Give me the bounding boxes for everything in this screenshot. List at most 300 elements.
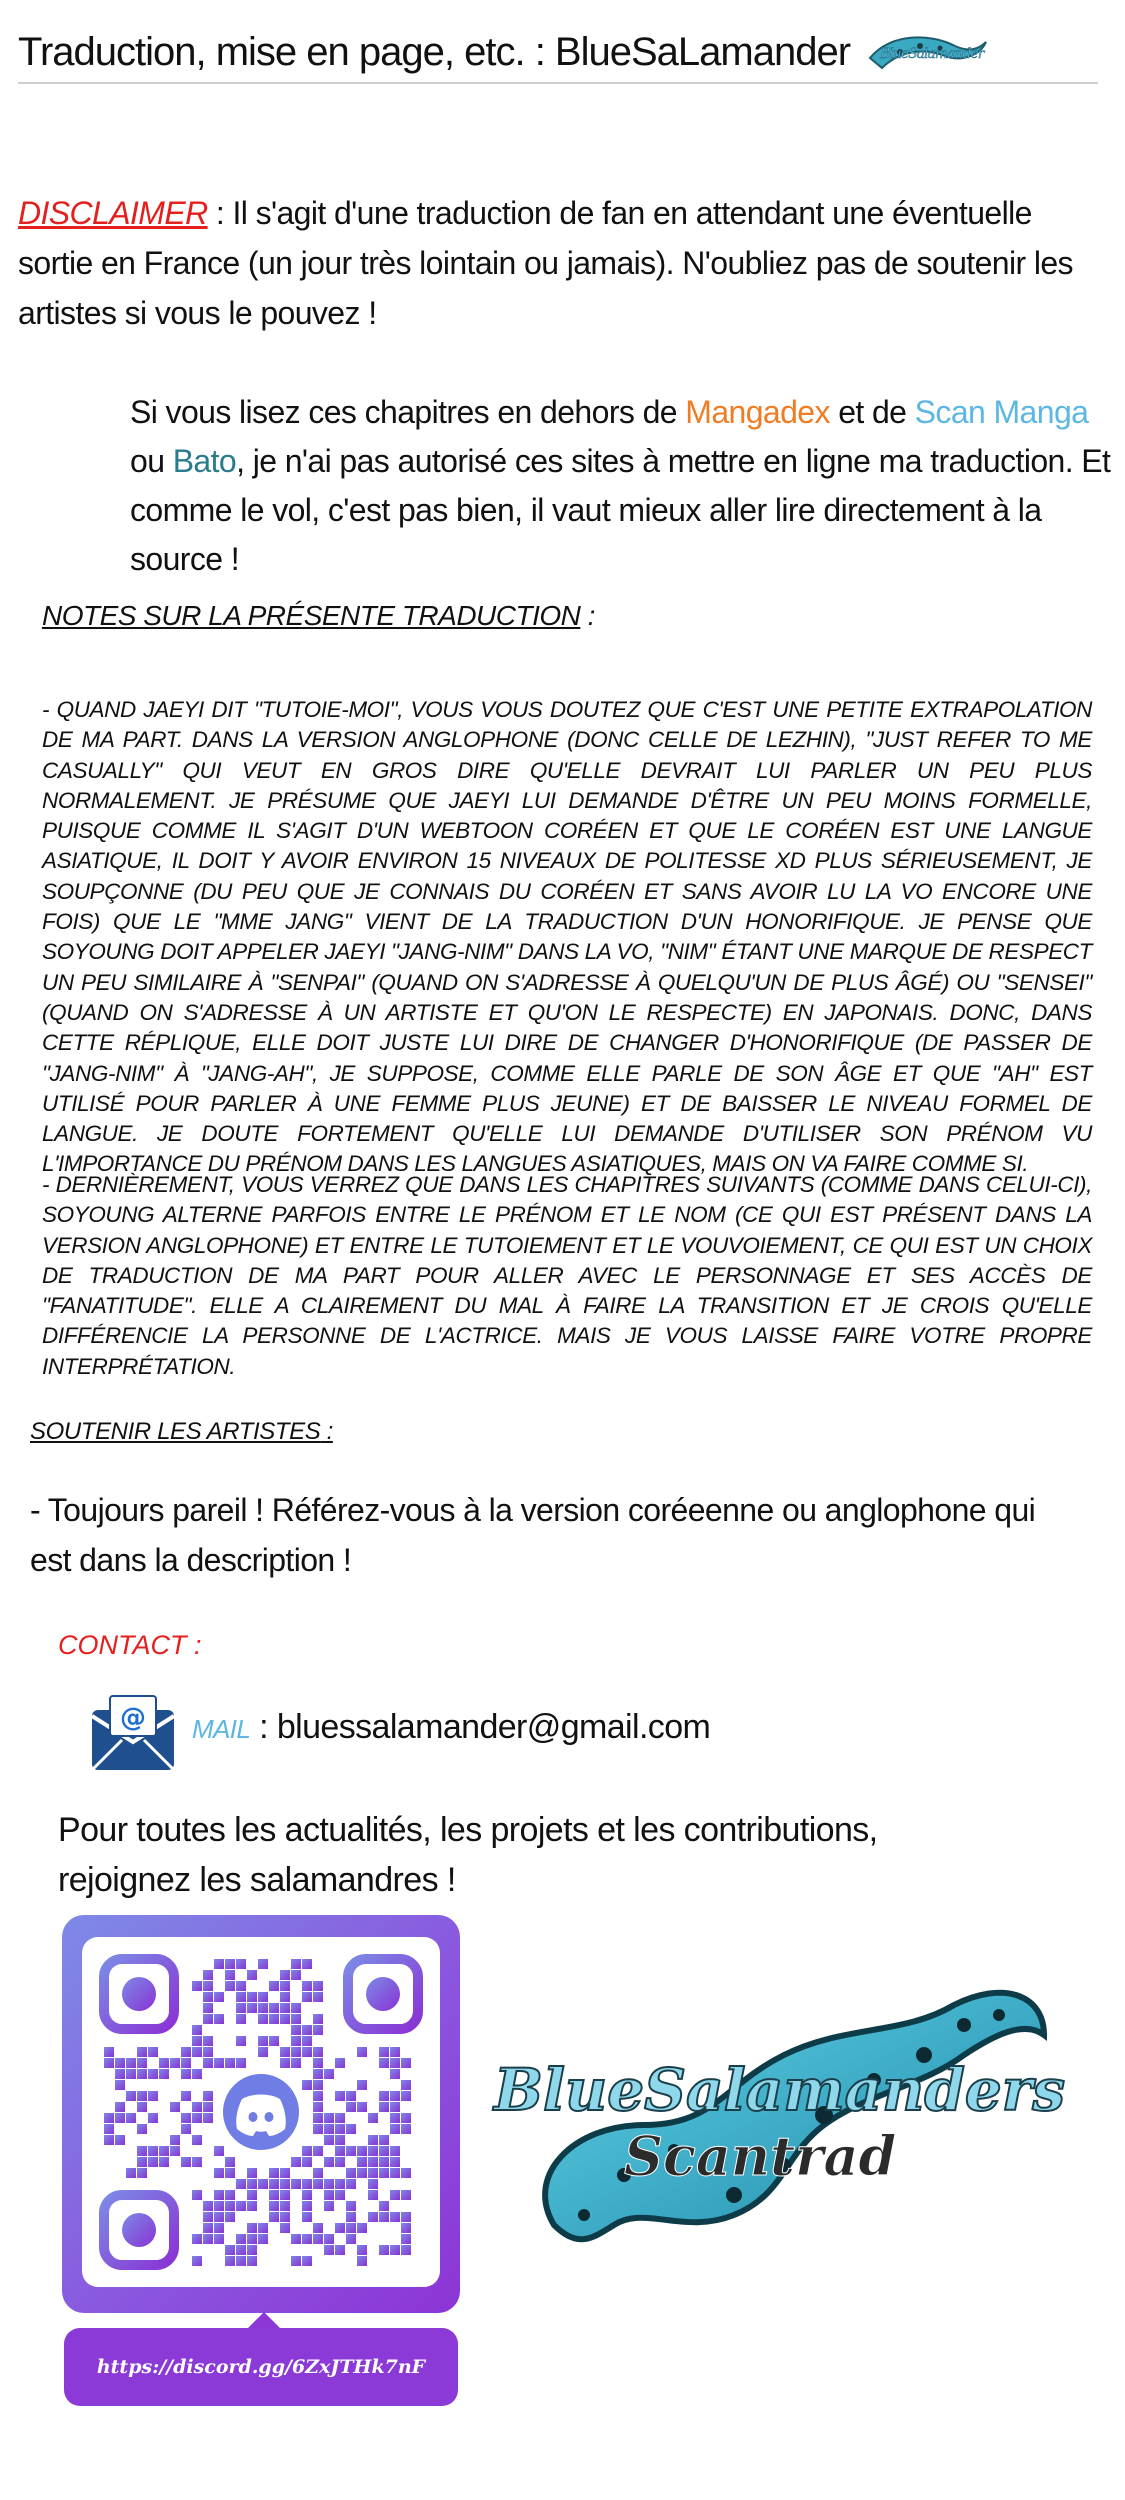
qr-module <box>258 2003 268 2013</box>
qr-module <box>379 2047 389 2057</box>
qr-module <box>368 2190 378 2200</box>
qr-module <box>313 2124 323 2134</box>
qr-module <box>324 2113 334 2123</box>
qr-module <box>280 2047 290 2057</box>
qr-module <box>313 2091 323 2101</box>
qr-module <box>313 2234 323 2244</box>
notes-title <box>42 600 595 632</box>
qr-module <box>324 2157 334 2167</box>
qr-module <box>302 2025 312 2035</box>
qr-module <box>192 2025 202 2035</box>
qr-module <box>225 2168 235 2178</box>
qr-module <box>324 2124 334 2134</box>
qr-module <box>302 2201 312 2211</box>
qr-module <box>346 2179 356 2189</box>
qr-module <box>302 2179 312 2189</box>
qr-module <box>280 1970 290 1980</box>
unauthorized-sites-warning <box>130 388 1120 584</box>
qr-module <box>137 2168 147 2178</box>
qr-module <box>203 2036 213 2046</box>
qr-module <box>225 1959 235 1969</box>
qr-module <box>313 2058 323 2068</box>
qr-module <box>313 2014 323 2024</box>
qr-module <box>214 2234 224 2244</box>
qr-module <box>280 1992 290 2002</box>
qr-module <box>346 2201 356 2211</box>
qr-module <box>148 2091 158 2101</box>
qr-module <box>192 2069 202 2079</box>
qr-module <box>302 2047 312 2057</box>
qr-module <box>291 2234 301 2244</box>
warning-part1: Si vous lisez ces chapitres en dehors de <box>130 394 686 430</box>
qr-module <box>269 1981 279 1991</box>
qr-module <box>390 2047 400 2057</box>
qr-module <box>192 2036 202 2046</box>
qr-module <box>214 2223 224 2233</box>
qr-module <box>324 2234 334 2244</box>
qr-module <box>335 2135 345 2145</box>
qr-module <box>302 2157 312 2167</box>
translation-note-1: - QUAND JAEYI DIT "TUTOIE-MOI", VOUS VOUS DOUTEZ QUE C'EST UNE PETITE EXTRAPOLATION DE MA PART. DANS LA VERSION ANGLOPHONE (DONC CELLE DE LEZHIN), "JUST REFER TO ME CASUALLY" QUI VEUT EN GROS DIRE QU'ELLE DEVRAIT LUI PARLER UN PEU PLUS NORMALEMENT. JE PRÉSUME QUE JAEYI LUI DEMANDE D'ÊTRE UN PEU MOINS FORMELLE, PUISQUE COMME IL S'AGIT D'UN WEBTOON CORÉEN ET QUE LE CORÉEN EST UNE LANGUE ASIATIQUE, IL DOIT Y AVOIR ENVIRON 15 NIVEAUX DE POLITESSE XD PLUS SÉRIEUSEMENT, JE SOUPÇONNE (DU PEU QUE JE CONNAIS DU CORÉEN ET SANS AVOIR LU LA VO ENCORE UNE FOIS) QUE LE "MME JANG" VIENT DE LA TRADUCTION D'UN HONORIFIQUE. JE PENSE QUE SOYOUNG DOIT APPELER JAEYI "JANG-NIM" DANS LA VO, "NIM" ÉTANT UNE MARQUE DE RESPECT UN PEU SIMILAIRE À "SENPAI" (QUAND ON S'ADRESSE À QUELQU'UN DE PLUS ÂGÉ) OU "SENSEI" (QUAND ON S'ADRESSE À UN ARTISTE ET QU'ON LE RESPECTE) EN JAPONAIS. DONC, DANS CETTE RÉPLIQUE, ELLE DOIT JUSTE LUI DIRE DE CHANGER D'HONORIFIQUE (DE PASSER DE "JANG-NIM" À "JANG-AH", JE SUPPOSE, COMME ELLE PARLE DE SON ÂGE ET QUE "AH" EST UTILISÉ POUR PARLER À UNE FEMME PLUS JEUNE) ET DE BAISSER LE NIVEAU FORMEL DE LANGUE. JE DOUTE FORTEMENT QU'ELLE LUI DEMANDE D'UTILISER SON PRÉNOM VU L'IMPORTANCE DU PRÉNOM DANS LES LANGUES ASIATIQUES, MAIS ON VA FAIRE COMME SI. <box>42 697 1092 1177</box>
qr-module <box>170 2058 180 2068</box>
qr-module <box>401 2091 411 2101</box>
qr-module <box>192 1981 202 1991</box>
qr-module <box>258 1959 268 1969</box>
qr-module <box>335 2157 345 2167</box>
qr-module <box>313 1992 323 2002</box>
qr-module <box>104 2124 114 2134</box>
qr-module <box>357 2245 367 2255</box>
qr-module <box>170 2146 180 2156</box>
qr-module <box>401 2058 411 2068</box>
translation-note-2: - DERNIÈREMENT, VOUS VERREZ QUE DANS LES CHAPITRES SUIVANTS (COMME DANS CELUI-CI), SOYOUNG ALTERNE PARFOIS ENTRE LE PRÉNOM ET LE NOM (CE QUI EST PRÉSENT DANS LA VERSION ANGLOPHONE) ET ENTRE LE TUTOIEMENT ET LE VOUVOIEMENT, CE QUI EST UN CHOIX DE TRADUCTION DE MA PART POUR ALLER AVEC LE PERSONNAGE ET SES ACCÈS DE "FANATITUDE". ELLE A CLAIREMENT DU MAL À FAIRE LA TRANSITION ET JE CROIS QU'ELLE DIFFÉRENCIE LA PERSONNE DE L'ACTRICE. MAIS JE VOUS LAISSE FAIRE VOTRE PROPRE INTERPRÉTATION. <box>42 1172 1092 1379</box>
qr-module <box>390 2058 400 2068</box>
qr-module <box>379 2058 389 2068</box>
qr-module <box>214 2168 224 2178</box>
qr-module <box>258 2036 268 2046</box>
qr-module <box>280 2058 290 2068</box>
qr-module <box>159 2058 169 2068</box>
qr-module <box>225 2058 235 2068</box>
mail-separator: : <box>250 1708 277 1746</box>
qr-module <box>236 1959 246 1969</box>
qr-module <box>291 2014 301 2024</box>
qr-module <box>390 2190 400 2200</box>
qr-module <box>280 2201 290 2211</box>
qr-module <box>137 2058 147 2068</box>
qr-module <box>269 2014 279 2024</box>
qr-module <box>203 2201 213 2211</box>
qr-module <box>115 2058 125 2068</box>
support-title <box>30 1418 333 1446</box>
qr-module <box>126 2091 136 2101</box>
qr-module <box>203 1970 213 1980</box>
warning-part4: , je n'ai pas autorisé ces sites à mettre en ligne ma traduction. Et comme le vol, c'est pas bien, il vaut mieux aller lire directement à la source ! <box>130 443 1111 577</box>
qr-module <box>104 2113 114 2123</box>
qr-module <box>181 2124 191 2134</box>
qr-module <box>335 2146 345 2156</box>
qr-module <box>247 1992 257 2002</box>
qr-module <box>313 2047 323 2057</box>
qr-module <box>115 2069 125 2079</box>
qr-module <box>247 2201 257 2211</box>
qr-module <box>302 2234 312 2244</box>
qr-module <box>291 2003 301 2013</box>
qr-module <box>379 2102 389 2112</box>
qr-module <box>236 2036 246 2046</box>
qr-module <box>269 2190 279 2200</box>
qr-module <box>247 2168 257 2178</box>
qr-module <box>192 2234 202 2244</box>
qr-module <box>280 2212 290 2222</box>
qr-module <box>181 2091 191 2101</box>
qr-module <box>236 2179 246 2189</box>
qr-module <box>313 2080 323 2090</box>
qr-module <box>291 2256 301 2266</box>
qr-module <box>148 2069 158 2079</box>
qr-module <box>346 2212 356 2222</box>
qr-module <box>269 2168 279 2178</box>
support-title-colon: : <box>320 1418 333 1445</box>
qr-module <box>313 2113 323 2123</box>
qr-module <box>203 2223 213 2233</box>
qr-module <box>258 2179 268 2189</box>
warning-part2: et de <box>829 394 915 430</box>
qr-module <box>247 2245 257 2255</box>
qr-module <box>335 2058 345 2068</box>
qr-module <box>401 2168 411 2178</box>
qr-module <box>313 2069 323 2079</box>
qr-module <box>269 2036 279 2046</box>
qr-module <box>214 2014 224 2024</box>
qr-module <box>225 1970 235 1980</box>
qr-module <box>115 2113 125 2123</box>
qr-module <box>280 2179 290 2189</box>
qr-module <box>302 1992 312 2002</box>
qr-module <box>236 2234 246 2244</box>
qr-module <box>137 2102 147 2112</box>
qr-module <box>236 2256 246 2266</box>
qr-module <box>115 2102 125 2112</box>
qr-module <box>346 2124 356 2134</box>
qr-module <box>313 2025 323 2035</box>
qr-module <box>291 1959 301 1969</box>
qr-module <box>313 2179 323 2189</box>
qr-module <box>302 2080 312 2090</box>
qr-module <box>368 2179 378 2189</box>
qr-module <box>335 2091 345 2101</box>
qr-module <box>137 2146 147 2156</box>
qr-module <box>313 1981 323 1991</box>
qr-module <box>313 2168 323 2178</box>
qr-module <box>390 2069 400 2079</box>
qr-module <box>214 2190 224 2200</box>
qr-module <box>291 2157 301 2167</box>
qr-module <box>203 2003 213 2013</box>
qr-module <box>280 1981 290 1991</box>
qr-module <box>401 2080 411 2090</box>
qr-module <box>181 2157 191 2167</box>
qr-module <box>313 2102 323 2112</box>
qr-module <box>258 2234 268 2244</box>
qr-module <box>104 2058 114 2068</box>
qr-module <box>313 2223 323 2233</box>
qr-module <box>181 2113 191 2123</box>
salamander-logo-icon <box>860 28 990 76</box>
qr-module <box>247 2223 257 2233</box>
qr-module <box>258 2223 268 2233</box>
qr-module <box>203 2058 213 2068</box>
qr-module <box>291 2179 301 2189</box>
qr-module <box>225 2212 235 2222</box>
qr-module <box>126 2069 136 2079</box>
qr-module <box>379 2212 389 2222</box>
page-header <box>18 28 1098 84</box>
qr-module <box>225 2190 235 2200</box>
qr-module <box>225 2201 235 2211</box>
qr-module <box>379 2168 389 2178</box>
qr-module <box>368 2146 378 2156</box>
qr-module <box>379 2245 389 2255</box>
qr-module <box>291 2036 301 2046</box>
qr-module <box>291 1970 301 1980</box>
qr-module <box>379 2146 389 2156</box>
qr-module <box>368 2212 378 2222</box>
qr-module <box>104 2135 114 2145</box>
qr-module <box>214 1992 224 2002</box>
bluesalamanders-scantrad-logo <box>484 1975 1084 2275</box>
qr-module <box>346 2234 356 2244</box>
discord-icon <box>236 2095 286 2137</box>
qr-module <box>324 2069 334 2079</box>
qr-module <box>258 2014 268 2024</box>
qr-module <box>269 2003 279 2013</box>
qr-module <box>357 2157 367 2167</box>
email-address[interactable]: bluessalamander@gmail.com <box>276 1708 711 1746</box>
support-title-text: SOUTENIR LES ARTISTES <box>30 1418 321 1445</box>
qr-module <box>302 1959 312 1969</box>
qr-module <box>236 1992 246 2002</box>
qr-module <box>302 2036 312 2046</box>
discord-url[interactable]: https://discord.gg/6ZxJTHk7nF <box>96 2356 426 2378</box>
qr-module <box>346 2091 356 2101</box>
qr-module <box>214 2058 224 2068</box>
qr-module <box>368 2135 378 2145</box>
qr-module <box>390 2102 400 2112</box>
mail-label: MAIL <box>192 1714 251 1744</box>
qr-module <box>357 2080 367 2090</box>
qr-module <box>225 2157 235 2167</box>
qr-module <box>192 2102 202 2112</box>
qr-module <box>324 2201 334 2211</box>
qr-module <box>203 1981 213 1991</box>
qr-module <box>291 2047 301 2057</box>
logo-line2: Scantrad <box>624 2124 897 2188</box>
discord-invite-link[interactable] <box>64 2328 458 2406</box>
qr-module <box>390 2245 400 2255</box>
qr-module <box>280 2190 290 2200</box>
disclaimer-label: DISCLAIMER <box>18 195 208 231</box>
qr-module <box>192 2113 202 2123</box>
qr-module <box>126 2058 136 2068</box>
qr-module <box>390 2124 400 2134</box>
qr-module <box>346 2223 356 2233</box>
qr-code-icon <box>82 1937 440 2287</box>
qr-module <box>104 2047 114 2057</box>
qr-module <box>401 2245 411 2255</box>
qr-module <box>203 2234 213 2244</box>
qr-module <box>203 2212 213 2222</box>
qr-module <box>247 1970 257 1980</box>
qr-module <box>390 2146 400 2156</box>
qr-module <box>192 2256 202 2266</box>
envelope-icon <box>88 1690 178 1780</box>
qr-module <box>313 2146 323 2156</box>
qr-code-area <box>82 1937 440 2287</box>
qr-module <box>291 2025 301 2035</box>
qr-module <box>335 2124 345 2134</box>
qr-module <box>302 2212 312 2222</box>
qr-module <box>379 2157 389 2167</box>
qr-module <box>148 2146 158 2156</box>
qr-module <box>181 2047 191 2057</box>
qr-module <box>148 2113 158 2123</box>
qr-module <box>401 2113 411 2123</box>
qr-module <box>269 2179 279 2189</box>
join-text: Pour toutes les actualités, les projets et les contributions, rejoignez les salamandres ! <box>58 1811 878 1899</box>
contact-label: CONTACT : <box>58 1630 202 1660</box>
qr-module <box>335 2190 345 2200</box>
qr-module <box>324 2190 334 2200</box>
qr-module <box>280 2003 290 2013</box>
qr-module <box>170 2102 180 2112</box>
qr-module <box>148 2157 158 2167</box>
qr-module <box>137 2091 147 2101</box>
qr-module <box>126 2113 136 2123</box>
qr-module <box>368 2113 378 2123</box>
qr-module <box>236 2058 246 2068</box>
qr-module <box>280 2168 290 2178</box>
qr-module <box>236 2003 246 2013</box>
qr-module <box>302 2146 312 2156</box>
qr-module <box>390 2168 400 2178</box>
qr-module <box>159 2069 169 2079</box>
qr-module <box>225 2245 235 2255</box>
qr-module <box>137 2069 147 2079</box>
qr-module <box>335 2245 345 2255</box>
svg-text:@: @ <box>120 1703 146 1733</box>
qr-module <box>357 2168 367 2178</box>
support-text: - Toujours pareil ! Référez-vous à la version coréeenne ou anglophone qui est dans la description ! <box>30 1492 1036 1578</box>
bato-link[interactable]: Bato <box>172 443 237 479</box>
qr-module <box>192 2047 202 2057</box>
qr-module <box>390 2113 400 2123</box>
qr-module <box>335 2179 345 2189</box>
qr-module <box>236 2201 246 2211</box>
logo-line1: BlueSalamanders <box>494 2056 1065 2124</box>
scan-manga-link[interactable]: Scan Manga <box>914 394 1089 430</box>
qr-module <box>346 2168 356 2178</box>
qr-module <box>258 2047 268 2057</box>
qr-module <box>203 2047 213 2057</box>
qr-module <box>346 2146 356 2156</box>
mangadex-link[interactable]: Mangadex <box>685 394 830 430</box>
qr-module <box>390 2091 400 2101</box>
qr-module <box>170 2135 180 2145</box>
qr-module <box>335 2113 345 2123</box>
qr-module <box>368 2157 378 2167</box>
qr-module <box>126 2168 136 2178</box>
qr-module <box>346 2102 356 2112</box>
qr-module <box>258 1992 268 2002</box>
qr-module <box>401 2223 411 2233</box>
email-line <box>192 1708 710 1747</box>
discord-qr-card[interactable] <box>62 1915 460 2313</box>
qr-module <box>214 2201 224 2211</box>
qr-module <box>401 2234 411 2244</box>
qr-module <box>280 2014 290 2024</box>
qr-module <box>181 2058 191 2068</box>
qr-module <box>203 2102 213 2112</box>
qr-module <box>214 2212 224 2222</box>
qr-module <box>203 2014 213 2024</box>
qr-module <box>192 2135 202 2145</box>
qr-module <box>214 1959 224 1969</box>
qr-module <box>291 2058 301 2068</box>
qr-module <box>115 2080 125 2090</box>
notes-title-colon: : <box>580 600 595 631</box>
qr-module <box>324 2245 334 2255</box>
qr-module <box>379 2091 389 2101</box>
qr-module <box>236 2245 246 2255</box>
qr-module <box>357 2102 367 2112</box>
qr-module <box>324 2135 334 2145</box>
qr-module <box>390 2212 400 2222</box>
qr-module <box>159 2146 169 2156</box>
notes-title-text: NOTES SUR LA PRÉSENTE TRADUCTION <box>42 600 581 631</box>
qr-module <box>368 2168 378 2178</box>
qr-module <box>225 2256 235 2266</box>
qr-module <box>236 1981 246 1991</box>
qr-module <box>159 2157 169 2167</box>
qr-module <box>115 2135 125 2145</box>
qr-module <box>269 2201 279 2211</box>
disclaimer-text: : Il s'agit d'une traduction de fan en attendant une éventuelle sortie en France (un jour très lointain ou jamais). N'oubliez pas de soutenir les artistes si vous le pouvez ! <box>18 195 1073 331</box>
qr-module <box>148 2047 158 2057</box>
qr-module <box>192 2190 202 2200</box>
qr-module <box>302 2190 312 2200</box>
qr-module <box>357 2256 367 2266</box>
qr-module <box>401 2190 411 2200</box>
qr-module <box>379 2135 389 2145</box>
qr-module <box>236 2014 246 2024</box>
qr-module <box>181 2069 191 2079</box>
qr-module <box>247 2190 257 2200</box>
qr-module <box>302 1981 312 1991</box>
qr-module <box>137 2157 147 2167</box>
svg-text:BlueSalamander: BlueSalamander <box>880 46 984 62</box>
qr-module <box>401 2212 411 2222</box>
qr-module <box>280 2223 290 2233</box>
qr-module <box>137 2124 147 2134</box>
qr-module <box>137 2047 147 2057</box>
qr-module <box>247 2256 257 2266</box>
header-credits: Traduction, mise en page, etc. : BlueSaLamander <box>18 29 851 74</box>
qr-module <box>335 2223 345 2233</box>
qr-module <box>324 2179 334 2189</box>
qr-module <box>357 2047 367 2057</box>
qr-module <box>203 2113 213 2123</box>
